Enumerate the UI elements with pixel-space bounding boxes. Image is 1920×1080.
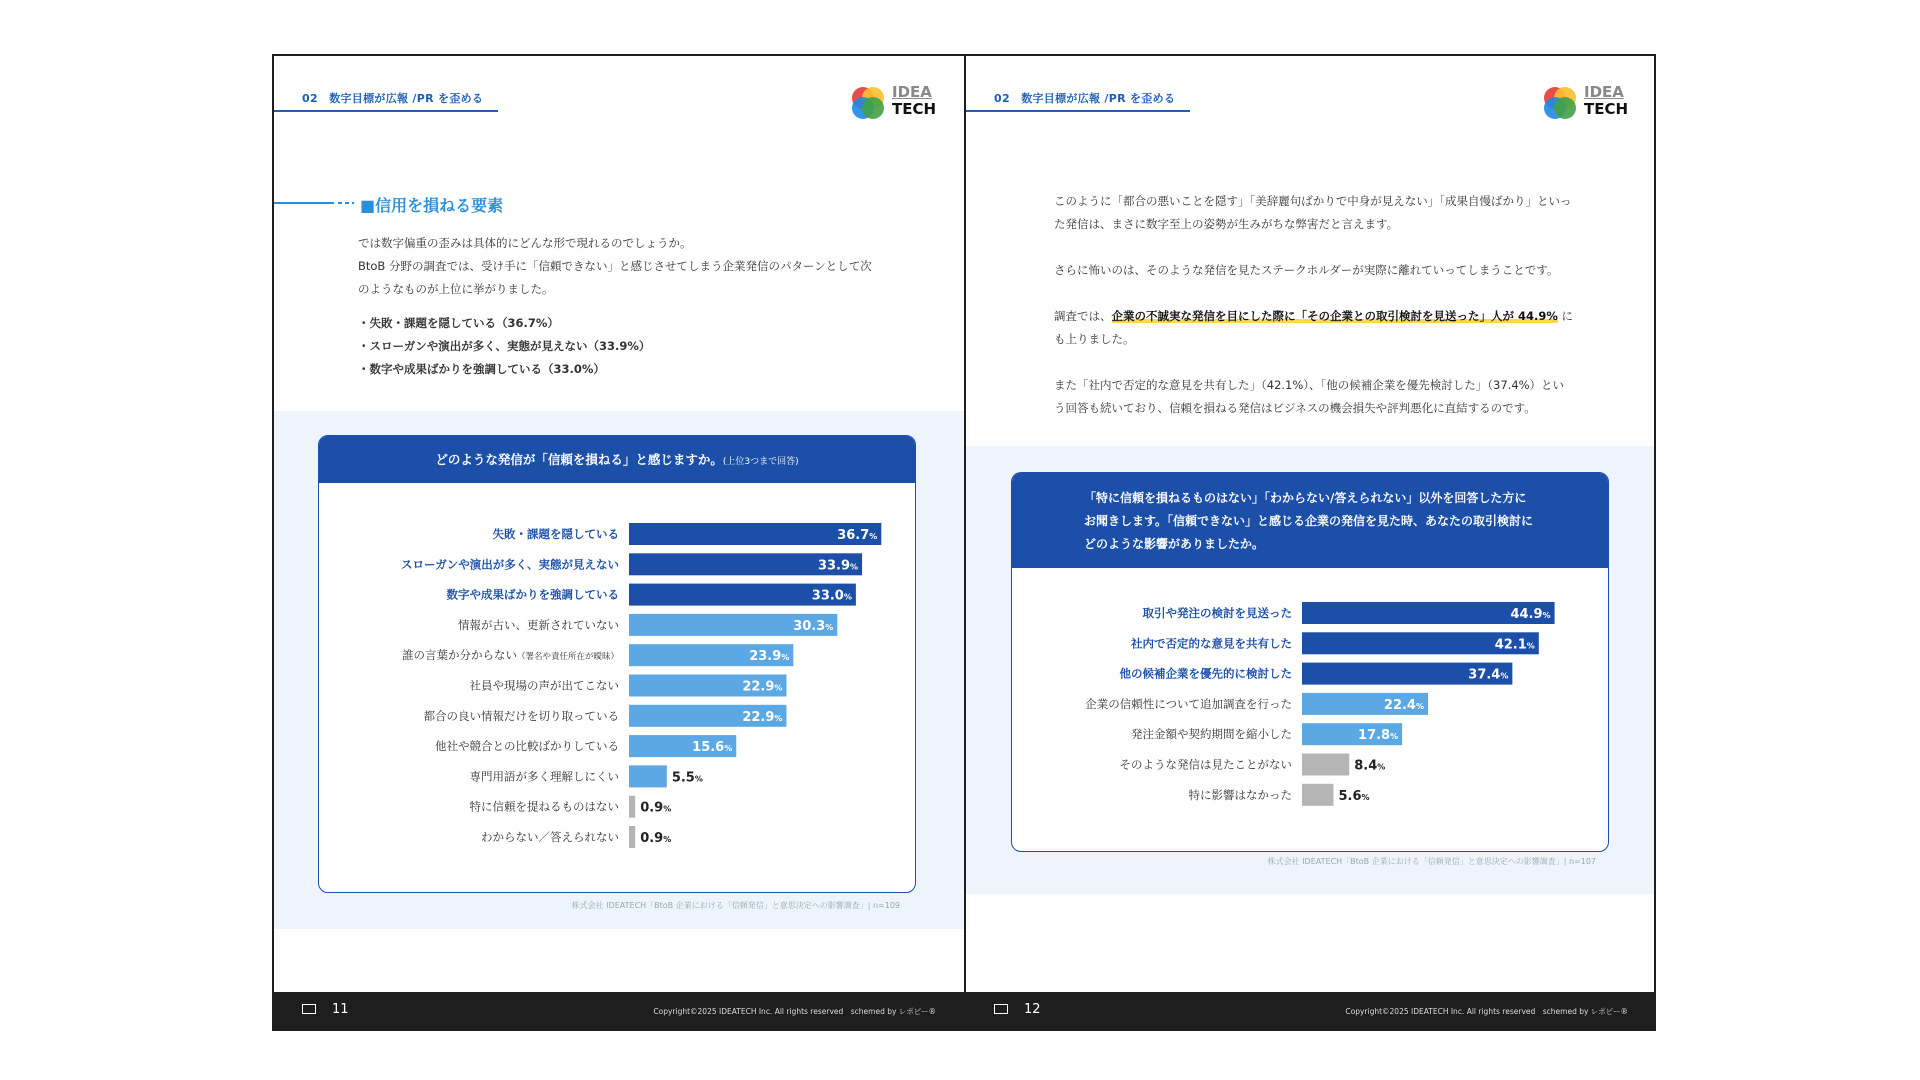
value-unit: % (774, 683, 783, 693)
page-footer (966, 992, 1656, 1029)
category-label: 発注金額や契約期間を縮小した (1131, 727, 1292, 742)
header-tag: 02 数字目標が広報 /PR を歪める (994, 92, 1176, 105)
section-rule-dashes (338, 202, 354, 204)
bar (1302, 754, 1349, 776)
bullet-item: ・スローガンや演出が多く、実態が見えない（33.9%） (358, 339, 651, 353)
chart-card-2 (1011, 472, 1609, 852)
category-label: 誰の言葉か分からない（署名や責任所在が曖昧） (401, 648, 619, 663)
page-11 (274, 56, 964, 1029)
value-label: 0.9% (640, 831, 672, 846)
category-label: 情報が古い、更新されていない (458, 617, 619, 632)
bar-chart-svg-1 (319, 483, 914, 891)
category-label: 社員や現場の声が出てこない (469, 678, 619, 693)
bullet-item: ・失敗・課題を隠している（36.7%） (358, 316, 559, 330)
value-unit: % (774, 713, 783, 723)
ideatech-logo (848, 83, 937, 125)
value-unit: % (843, 592, 852, 602)
value-label: 44.9% (1510, 607, 1551, 622)
document-spread (272, 54, 1656, 1031)
value-unit: % (850, 562, 859, 572)
logo-green-circle (862, 97, 884, 119)
chart-title-line: 「特に信頼を損ねるものはない」「わからない/答えられない」以外を回答した方に (1084, 491, 1527, 505)
page-icon (302, 1004, 316, 1014)
value-label: 30.3% (793, 618, 834, 634)
value-unit: % (1390, 732, 1399, 742)
value-label: 5.6% (1338, 788, 1370, 804)
value-unit: % (1377, 762, 1386, 772)
chart-header (1012, 473, 1608, 568)
value-unit: % (869, 532, 878, 541)
logo-green-circle (1554, 97, 1576, 119)
value-unit: % (1500, 671, 1509, 681)
page-number: 12 (1024, 1002, 1041, 1017)
chart-title-line: どのような影響がありましたか。 (1084, 537, 1265, 551)
category-label: スローガンや演出が多く、実態が見えない (400, 557, 619, 572)
category-label: 専門用語が多く理解しにくい (469, 769, 619, 784)
logo-text-tech: TECH (1584, 100, 1629, 118)
copyright: Copyright©2025 IDEATECH Inc. All rights reserved schemed by レポピー® (653, 1007, 936, 1016)
value-unit: % (663, 804, 672, 814)
category-label: そのような発信は見たことがない (1119, 757, 1292, 772)
value-unit: % (694, 774, 703, 784)
section-title: ■信用を損ねる要素 (360, 196, 504, 215)
value-label: 42.1% (1494, 637, 1535, 653)
value-unit: % (724, 744, 733, 754)
value-label: 36.7% (837, 528, 878, 543)
category-label: 他社や競合との比較ばかりしている (435, 739, 619, 754)
bar (629, 826, 635, 848)
category-label: 失敗・課題を隠している (492, 527, 619, 541)
paragraph-line: た発信は、まさに数字至上の姿勢が生みがちな弊害だと言えます。 (1054, 217, 1399, 231)
chart-title-note: (上位3つまで回答) (722, 457, 799, 467)
paragraph-line-highlight (1054, 305, 1573, 328)
value-label: 22.9% (742, 679, 783, 695)
page-icon (994, 1004, 1008, 1014)
value-label: 23.9% (749, 649, 790, 665)
value-unit: % (1542, 611, 1551, 620)
category-label: 企業の信頼性について追加調査を行った (1085, 696, 1292, 711)
page-12 (966, 56, 1656, 1029)
value-unit: % (1361, 792, 1370, 802)
chart-title: どのような発信が「信頼を損ねる」と感じますか。 (435, 452, 723, 467)
category-label: 数字や成果ばかりを強調している (446, 587, 619, 602)
paragraph-line: も上りました。 (1054, 332, 1135, 346)
paragraph-line: のようなものが上位に挙がりました。 (358, 282, 554, 296)
value-label: 8.4% (1354, 758, 1386, 774)
category-label: 社内で否定的な意見を共有した (1131, 636, 1292, 651)
chart-card-1 (318, 435, 916, 893)
category-label: 都合の良い情報だけを切り取っている (423, 708, 619, 723)
bullet-list (358, 312, 650, 381)
value-label: 22.4% (1383, 697, 1424, 713)
category-label: わからない／答えられない (481, 830, 619, 844)
logo-text-idea: IDEA (892, 83, 932, 101)
paragraph-line: また「社内で否定的な意見を共有した」（42.1%）、「他の候補企業を優先検討した」（37.4%）とい (1054, 378, 1565, 392)
logo-text-idea: IDEA (1584, 83, 1624, 101)
value-label: 22.9% (742, 709, 783, 725)
category-label: 特に信頼を提ねるものはない (469, 799, 619, 814)
ideatech-logo (1540, 83, 1629, 125)
value-unit: % (1415, 701, 1424, 711)
chart-source-note: 株式会社 IDEATECH「BtoB 企業における「信頼発信」と意思決定への影響調査」| n=107 (1267, 857, 1596, 866)
text-span: 調査では、 (1054, 309, 1112, 323)
bar-chart-svg-2 (1012, 568, 1607, 851)
value-unit: % (781, 653, 790, 663)
value-label: 0.9% (640, 800, 672, 816)
value-label: 17.8% (1358, 728, 1399, 744)
paragraph-line: さらに怖いのは、そのような発信を見たステークホルダーが実際に離れていってしまうことです。 (1054, 263, 1559, 277)
value-unit: % (663, 835, 672, 844)
bar (629, 765, 667, 787)
value-label: 15.6% (692, 740, 733, 756)
chart-title-line: お聞きします。「信頼できない」と感じる企業の発信を見た時、あなたの取引検討に (1084, 514, 1534, 528)
value-label: 37.4% (1468, 667, 1509, 683)
paragraph-line: では数字偏重の歪みは具体的にどんな形で現れるのでしょうか。 (358, 236, 692, 250)
header-underline (274, 110, 498, 112)
chart-header (319, 436, 915, 483)
copyright: Copyright©2025 IDEATECH Inc. All rights reserved schemed by レポピー® (1345, 1007, 1628, 1016)
value-unit: % (1526, 641, 1535, 651)
page-number: 11 (332, 1002, 349, 1017)
highlighted-finding: 企業の不誠実な発信を目にした際に「その企業との取引検討を見送った」人が 44.9% (1111, 309, 1558, 323)
header-underline (966, 110, 1190, 112)
header-tag: 02 数字目標が広報 /PR を歪める (302, 92, 484, 105)
category-label: 特に影響はなかった (1188, 787, 1292, 802)
category-note: （署名や責任所在が曖昧） (516, 652, 619, 663)
bar (629, 796, 635, 818)
value-label: 33.9% (817, 558, 859, 574)
paragraph-line: う回答も続いており、信頼を損ねる発信はビジネスの機会損失や評判悪化に直結するのです。 (1054, 401, 1536, 415)
category-label: 取引や発注の検討を見送った (1142, 606, 1292, 620)
value-label: 5.5% (671, 770, 703, 786)
bar (1302, 784, 1334, 806)
text-span: に (1557, 309, 1574, 323)
chart-source-note: 株式会社 IDEATECH「BtoB 企業における「信頼発信」と意思決定への影響調査」| n=109 (571, 901, 900, 910)
value-unit: % (825, 622, 834, 632)
category-label: 他の候補企業を優先的に検討した (1119, 666, 1292, 681)
page-footer (274, 992, 964, 1029)
paragraph-line: BtoB 分野の調査では、受け手に「信頼できない」と感じさせてしまう企業発信のパターンとして次 (358, 259, 872, 273)
paragraph-line: このように「都合の悪いことを隠す」「美辞麗句ばかりで中身が見えない」「成果自慢ばかり」といっ (1054, 194, 1572, 208)
section-rule (274, 202, 334, 204)
logo-text-tech: TECH (892, 100, 937, 118)
value-label: 33.0% (811, 588, 852, 604)
bullet-item: ・数字や成果ばかりを強調している（33.0%） (358, 362, 605, 376)
